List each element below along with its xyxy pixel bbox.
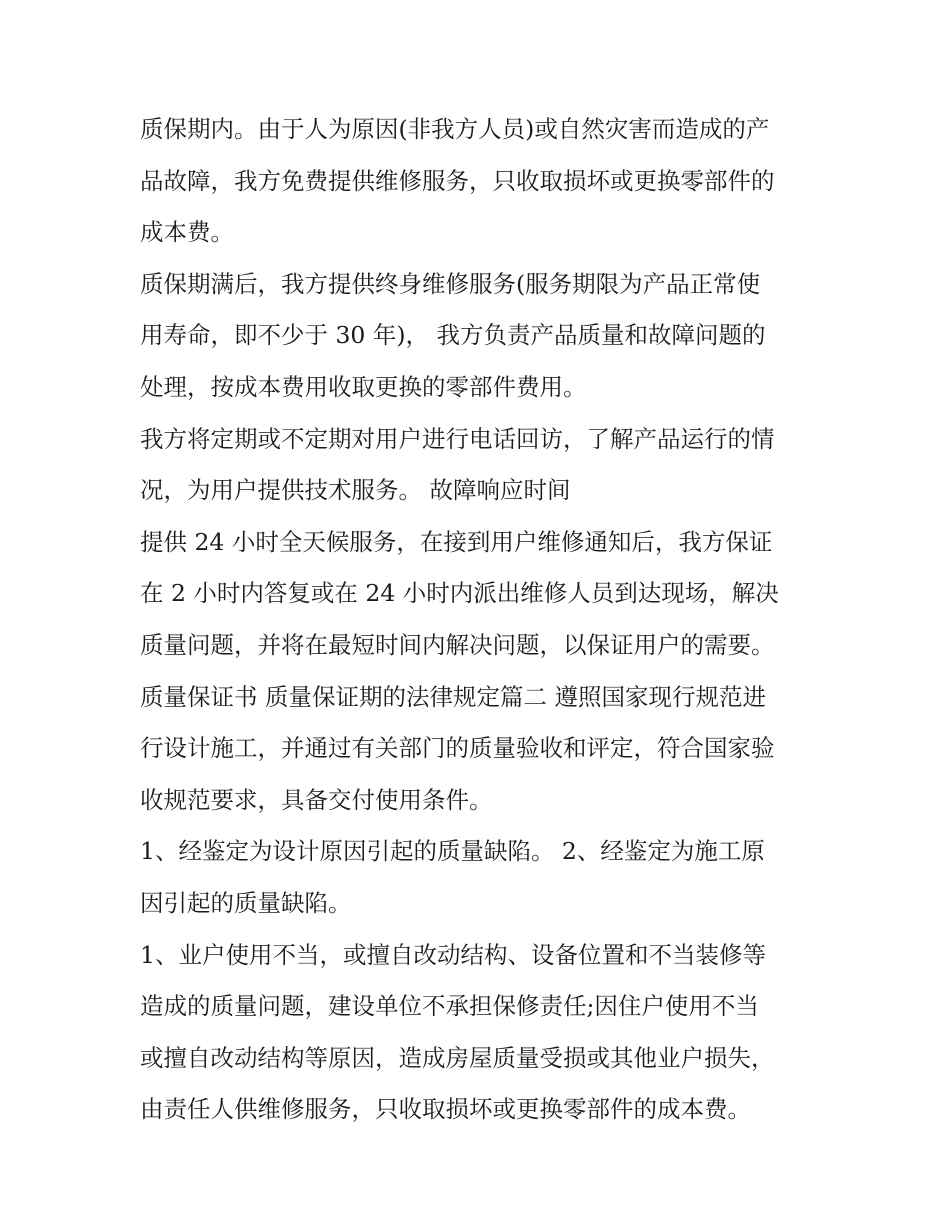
text-line: 处理，按成本费用收取更换的零部件费用。 <box>140 372 587 401</box>
text-line: 品故障，我方免费提供维修服务，只收取损坏或更换零部件的 <box>140 166 775 195</box>
document-body <box>140 104 820 1136</box>
text-line: 用寿命，即不少于 30 年)， 我方负责产品质量和故障问题的 <box>140 321 766 350</box>
text-line: 因引起的质量缺陷。 <box>140 888 352 917</box>
text-line: 成本费。 <box>140 218 234 247</box>
text-line: 质保期内。由于人为原因(非我方人员)或自然灾害而造成的产 <box>140 115 770 143</box>
text-line: 1、业户使用不当，或擅自改动结构、设备位置和不当装修等 <box>140 940 766 969</box>
text-line: 质保期满后，我方提供终身维修服务(服务期限为产品正常使 <box>140 269 761 298</box>
text-line: 在 2 小时内答复或在 24 小时内派出维修人员到达现场，解决 <box>140 579 779 608</box>
text-line: 造成的质量问题，建设单位不承担保修责任;因住户使用不当 <box>140 992 759 1021</box>
text-line: 行设计施工，并通过有关部门的质量验收和评定，符合国家验 <box>140 734 775 763</box>
text-line: 我方将定期或不定期对用户进行电话回访，了解产品运行的情 <box>140 424 775 453</box>
text-line: 由责任人供维修服务，只收取损坏或更换零部件的成本费。 <box>140 1095 751 1124</box>
text-line: 质量问题，并将在最短时间内解决问题，以保证用户的需要。 <box>140 630 775 659</box>
text-line: 质量保证书 质量保证期的法律规定篇二 遵照国家现行规范进 <box>140 682 766 711</box>
text-line: 1、经鉴定为设计原因引起的质量缺陷。 2、经鉴定为施工原 <box>140 837 765 866</box>
text-line: 况，为用户提供技术服务。 故障响应时间 <box>140 476 571 505</box>
text-line: 收规范要求，具备交付使用条件。 <box>140 785 493 814</box>
text-line: 或擅自改动结构等原因，造成房屋质量受损或其他业户损失， <box>140 1043 775 1072</box>
text-line: 提供 24 小时全天候服务，在接到用户维修通知后，我方保证 <box>140 527 773 556</box>
